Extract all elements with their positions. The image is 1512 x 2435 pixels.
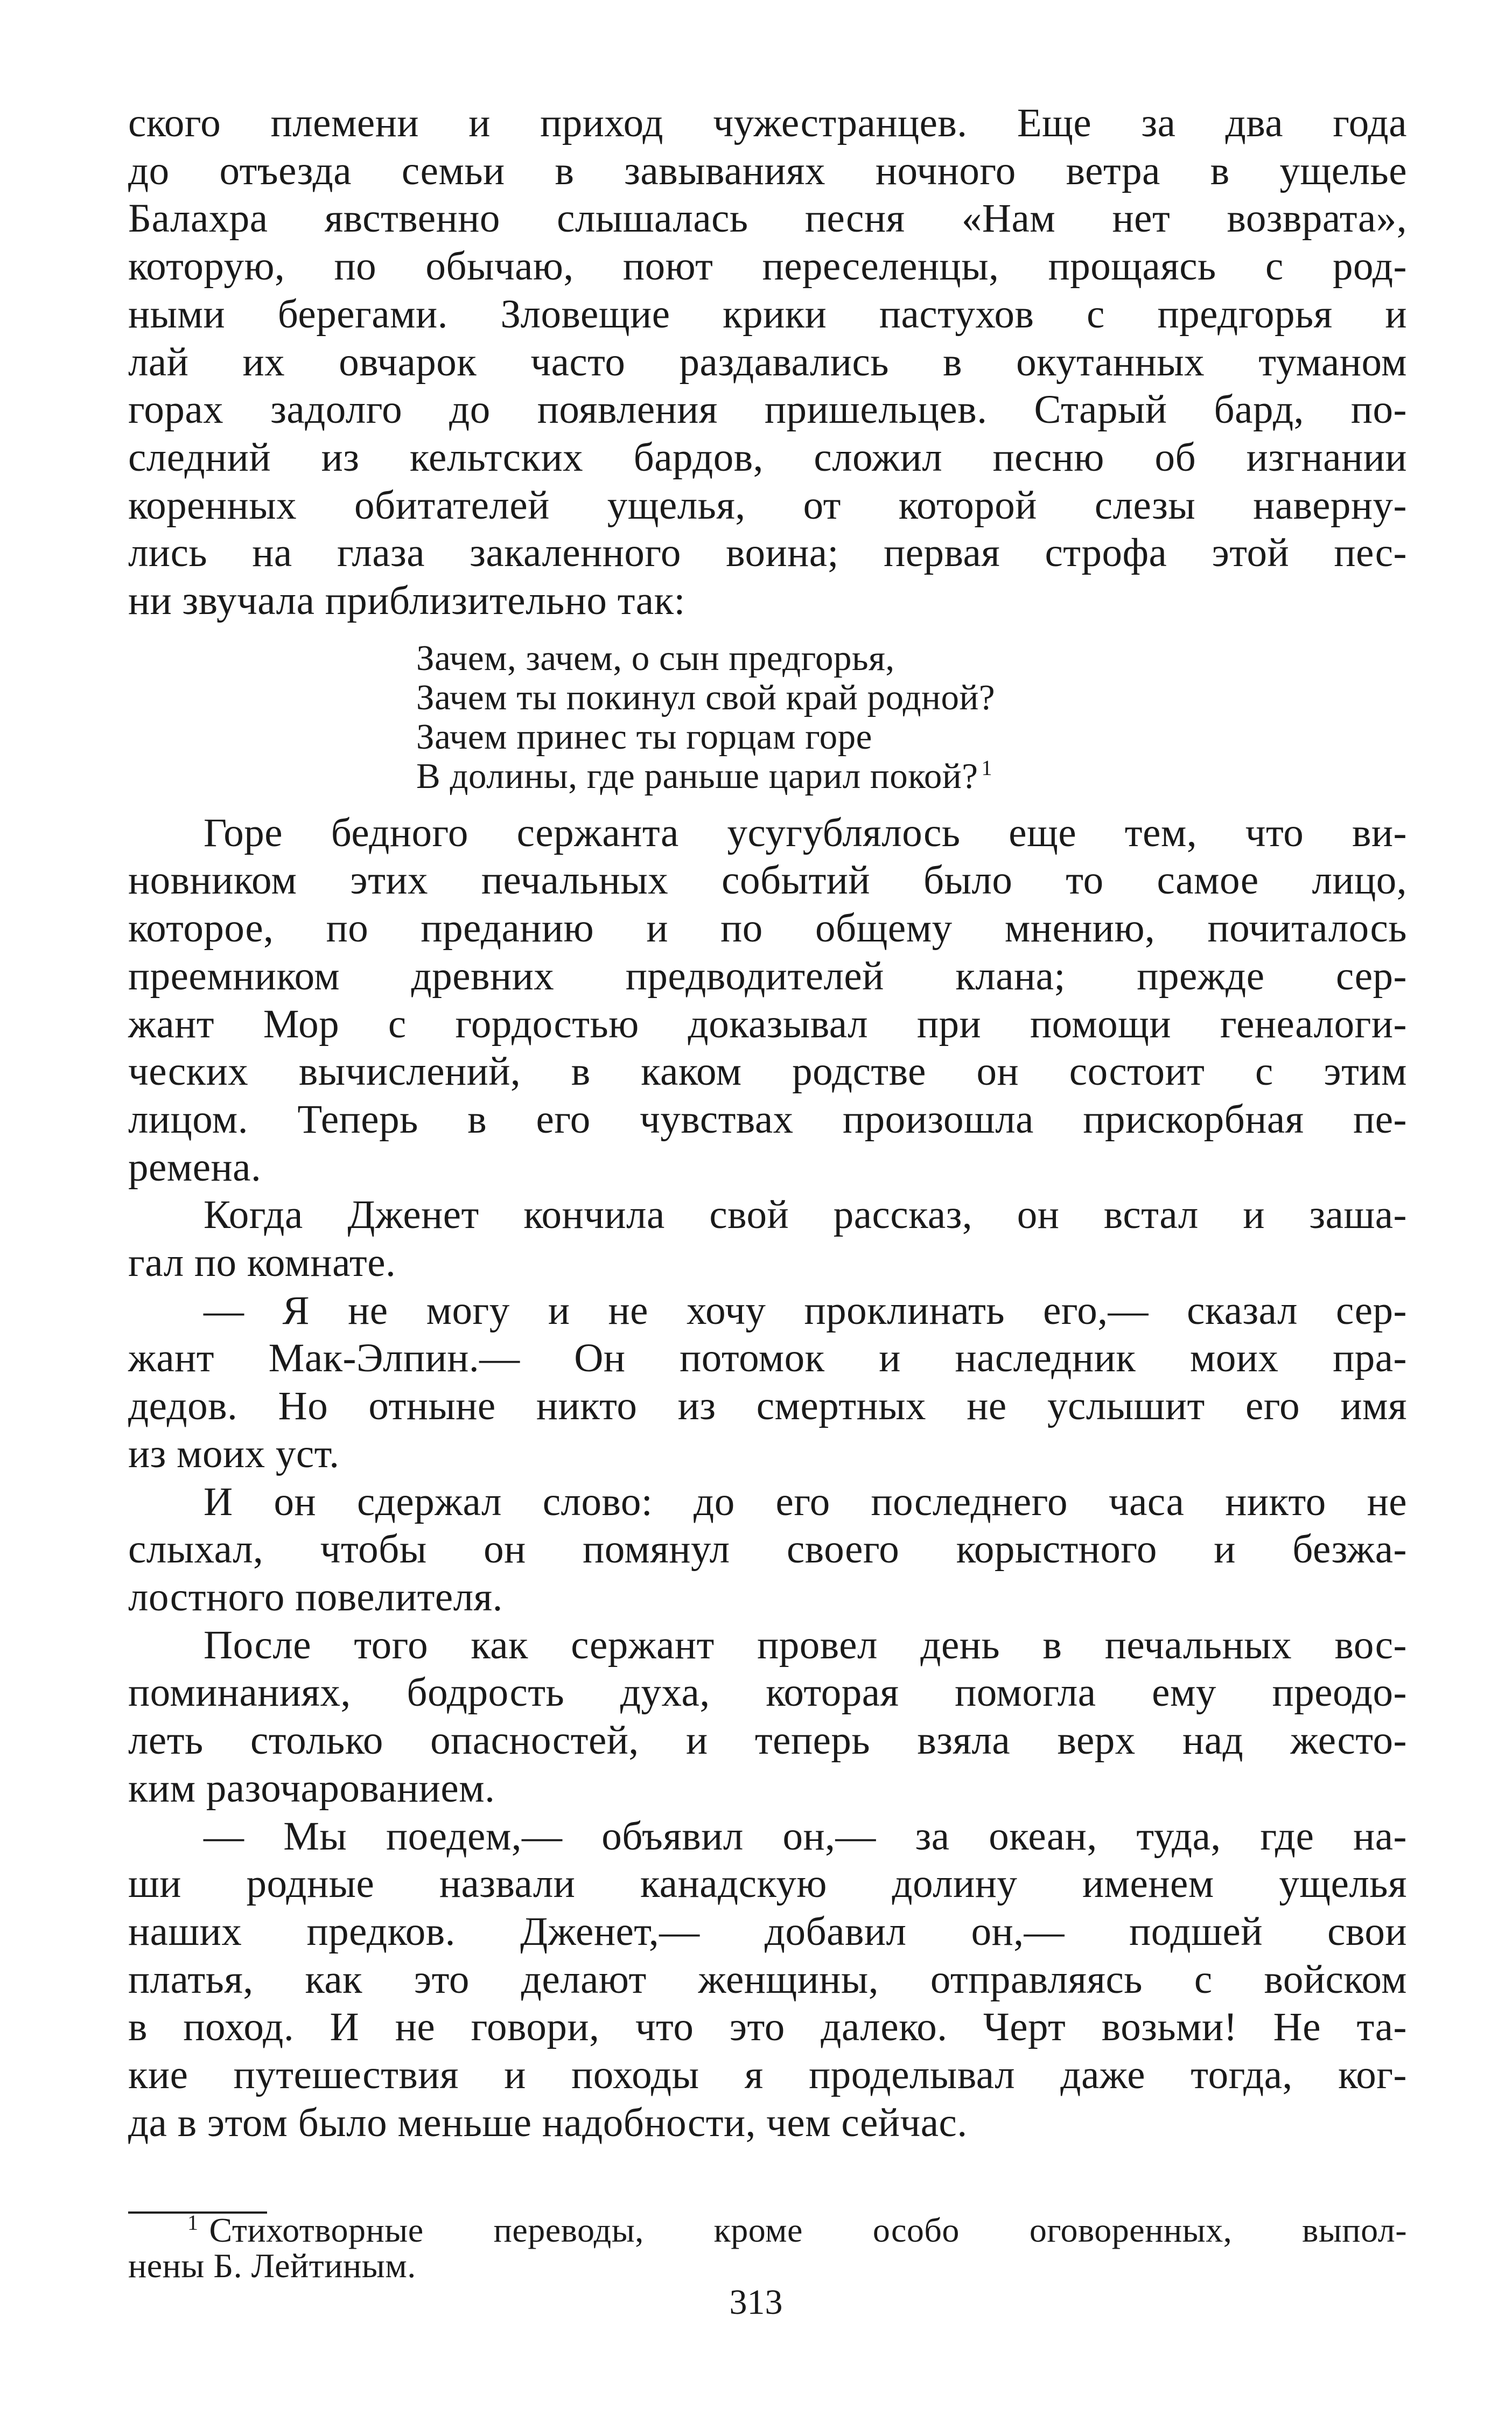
text-line: поминаниях, бодрость духа, которая помогла ему преодо- [128, 1670, 1407, 1715]
text-line: слыхал, чтобы он помянул своего корыстного и безжа- [128, 1527, 1407, 1572]
paragraph [128, 1191, 1407, 1287]
text-line: которую, по обычаю, поют переселенцы, прощаясь с род- [128, 244, 1407, 289]
text-line: из моих уст. [128, 1431, 340, 1476]
text-block-after-poem [128, 810, 1407, 2147]
text-line: лай их овчарок часто раздавались в окутанных туманом [128, 339, 1407, 385]
text-line: наших предков. Дженет,— добавил он,— подшей свои [128, 1909, 1407, 1954]
text-line: Горе бедного сержанта усугублялось еще тем, что ви- [204, 810, 1407, 855]
paragraph [128, 810, 1407, 1192]
text-line: до отъезда семьи в завываниях ночного ветра в ущелье [128, 148, 1407, 193]
text-line: Балахра явственно слышалась песня «Нам нет возврата», [128, 196, 1407, 241]
footnote-line: нены Б. Лейтиным. [128, 2246, 416, 2285]
text-block-before-poem [128, 100, 1407, 625]
text-line: лись на глаза закаленного воина; первая строфа этой пес- [128, 531, 1407, 576]
text-line: в поход. И не говори, что это далеко. Черт возьми! Не та- [128, 2005, 1407, 2050]
text-line: платья, как это делают женщины, отправляясь с войском [128, 1957, 1407, 2002]
page-number: 313 [729, 2283, 783, 2322]
text-line: ремена. [128, 1145, 262, 1190]
text-line: гал по комнате. [128, 1240, 396, 1286]
text-line: дедов. Но отныне никто из смертных не услышит его имя [128, 1384, 1407, 1429]
text-line: преемником древних предводителей клана; прежде сер- [128, 953, 1407, 999]
text-line: леть столько опасностей, и теперь взяла верх над жесто- [128, 1718, 1407, 1763]
paragraph [128, 1478, 1407, 1622]
text-line: да в этом было меньше надобности, чем сейчас. [128, 2100, 968, 2145]
footnote [128, 2210, 1407, 2285]
text-line: ными берегами. Зловещие крики пастухов с предгорья и [128, 291, 1407, 337]
poem-line-text: В долины, где раньше царил покой? [416, 756, 978, 796]
text-line: Когда Дженет кончила свой рассказ, он встал и зашa- [204, 1192, 1407, 1238]
paragraph [128, 1813, 1407, 2147]
footnote-text: Стихотворные переводы, кроме особо оговоренных, выпол- [209, 2211, 1407, 2249]
paragraph [128, 1287, 1407, 1478]
poem-line: Зачем ты покинул свой край родной? [416, 677, 996, 717]
footnote-reference: 1 [981, 756, 992, 780]
text-line: — Мы поедем,— объявил он,— за океан, туда, где на- [204, 1813, 1407, 1859]
text-line: коренных обитателей ущелья, от которой слезы наверну- [128, 483, 1407, 528]
text-line: новником этих печальных событий было то самое лицо, [128, 858, 1407, 903]
text-line: которое, по преданию и по общему мнению, почиталось [128, 906, 1407, 951]
text-line: кие путешествия и походы я проделывал даже тогда, ког- [128, 2053, 1407, 2098]
text-line: После того как сержант провел день в печальных вос- [204, 1622, 1407, 1667]
text-line: И он сдержал слово: до его последнего часа никто не [204, 1479, 1407, 1524]
footnote-line [128, 2210, 1407, 2249]
poem-line: Зачем принес ты горцам горе [416, 716, 872, 757]
poem-line-last [416, 757, 1407, 796]
text-line: лицом. Теперь в его чувствах произошла прискорбная пе- [128, 1097, 1407, 1142]
paragraph [128, 1622, 1407, 1813]
text-line: ким разочарованием. [128, 1766, 495, 1811]
text-line: — Я не могу и не хочу проклинать его,— сказал сер- [204, 1288, 1407, 1333]
text-line: ни звучала приблизительно так: [128, 578, 685, 624]
text-line: жант Мор с гордостью доказывал при помощи генеалоги- [128, 1001, 1407, 1046]
page-body [128, 100, 1407, 2147]
footnote-marker: 1 [187, 2210, 199, 2235]
poem-stanza [416, 639, 1407, 796]
text-line: ческих вычислений, в каком родстве он состоит с этим [128, 1049, 1407, 1094]
text-line: ского племени и приход чужестранцев. Еще за два года [128, 101, 1407, 145]
text-line: лостного повелителя. [128, 1574, 503, 1620]
poem-line: Зачем, зачем, о сын предгорья, [416, 638, 895, 678]
text-line: ши родные назвали канадскую долину именем ущелья [128, 1861, 1407, 1907]
paragraph [128, 100, 1407, 625]
text-line: следний из кельтских бардов, сложил песню об изгнании [128, 435, 1407, 480]
text-line: жант Мак-Элпин.— Он потомок и наследник моих пра- [128, 1336, 1407, 1381]
text-line: горах задолго до появления пришельцев. Старый бард, по- [128, 387, 1407, 432]
